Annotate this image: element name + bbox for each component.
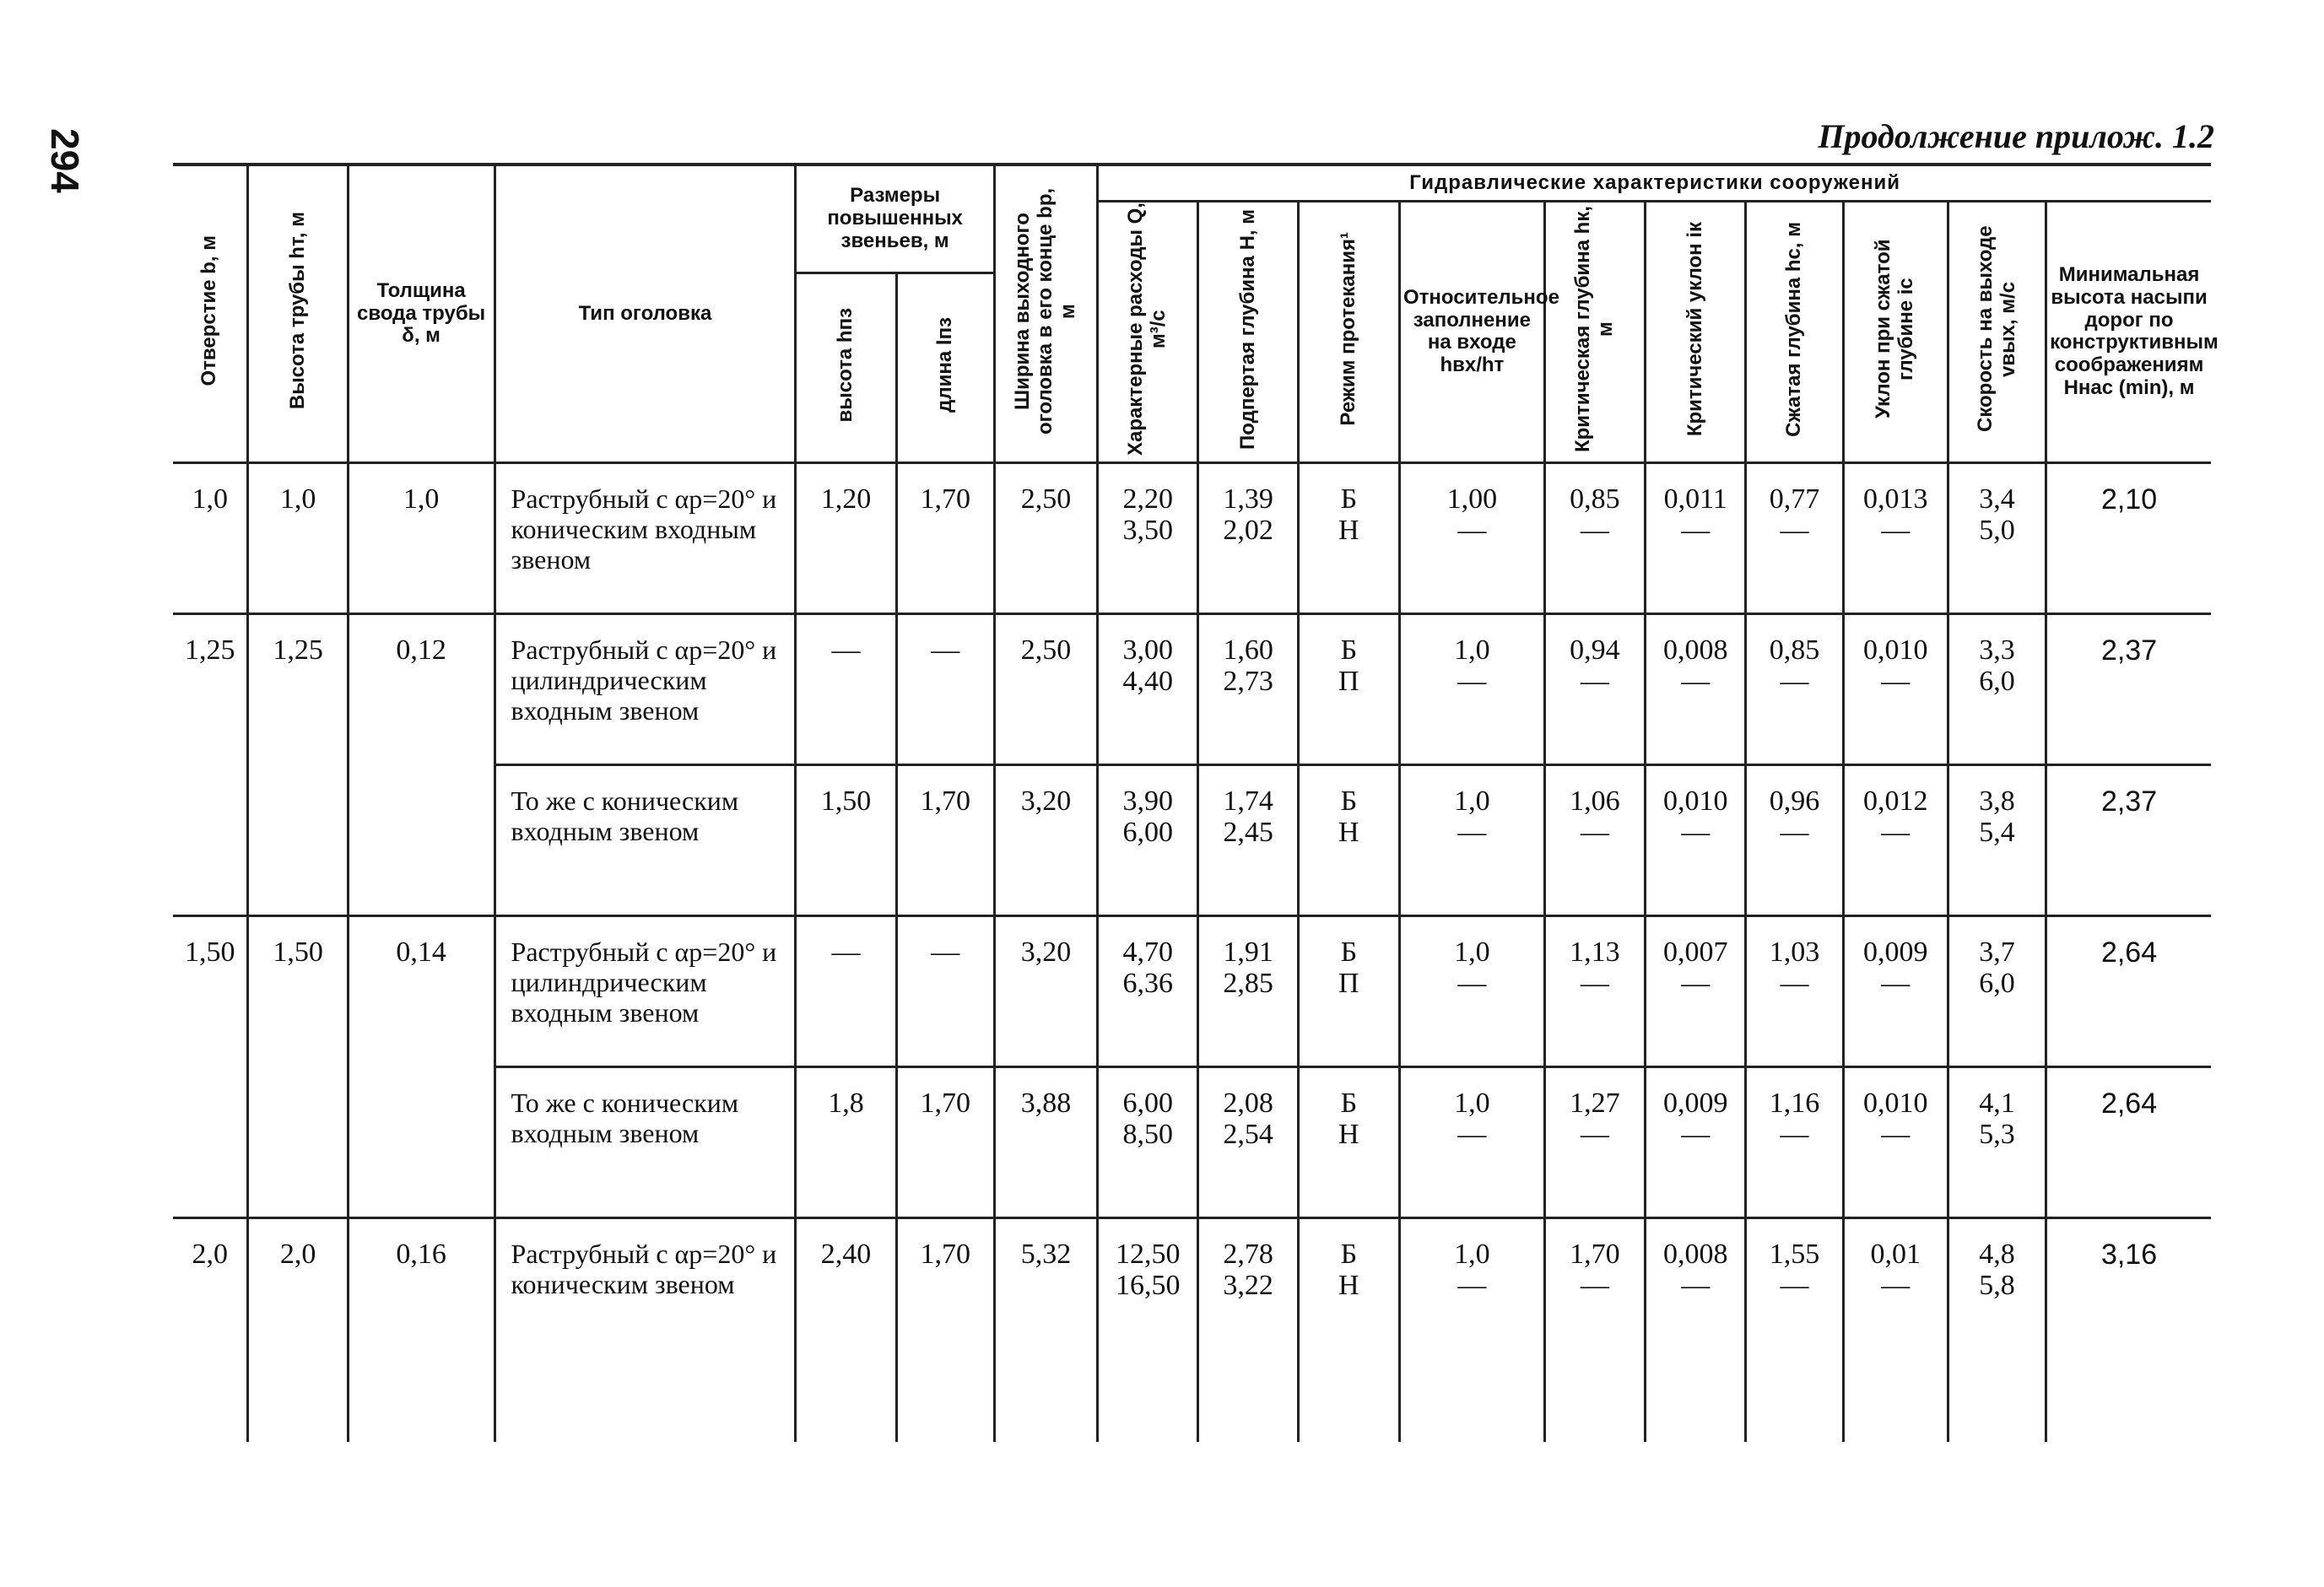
cell-raised-height: — xyxy=(796,915,896,1066)
cell-head-type: Раструбный с αр=20° и коническим звеном xyxy=(495,1217,796,1442)
table-row xyxy=(173,915,2211,1066)
cell-exit-speed: 3,3 6,0 xyxy=(1948,613,2046,764)
cell-regime: Б П xyxy=(1298,915,1399,1066)
header-raised-links: Размеры повышенных звеньев, м xyxy=(796,165,995,273)
cell-raised-height: 1,8 xyxy=(796,1066,896,1217)
table-row xyxy=(173,1217,2211,1442)
cell-raised-length: — xyxy=(896,613,994,764)
cell-min-height: 2,37 xyxy=(2046,613,2211,764)
cell-flow: 3,00 4,40 xyxy=(1098,613,1198,764)
cell-head-type: То же с коническим входным звеном xyxy=(495,764,796,915)
cell-regime: Б Н xyxy=(1298,764,1399,915)
header-vault-thickness: Толщина свода трубы δ, м xyxy=(348,165,495,462)
header-opening: Отверстие b, м xyxy=(173,165,248,462)
cell-critical-depth: 0,85 — xyxy=(1544,462,1645,613)
cell-depth: 1,74 2,45 xyxy=(1198,764,1298,915)
cell-slope-compressed: 0,009 — xyxy=(1843,915,1948,1066)
cell-slope-compressed: 0,010 — xyxy=(1843,1066,1948,1217)
cell-compressed-depth: 0,77 — xyxy=(1746,462,1843,613)
header-head-type: Тип оголовка xyxy=(495,165,796,462)
header-regime: Режим протекания¹ xyxy=(1298,202,1399,463)
table-row xyxy=(173,613,2211,764)
cell-raised-length: 1,70 xyxy=(896,462,994,613)
cell-raised-height: 2,40 xyxy=(796,1217,896,1442)
cell-head-type: То же с коническим входным звеном xyxy=(495,1066,796,1217)
cell-pipe-height: 1,25 xyxy=(248,613,348,915)
cell-flow: 3,90 6,00 xyxy=(1098,764,1198,915)
cell-compressed-depth: 1,16 — xyxy=(1746,1066,1843,1217)
cell-raised-height: 1,20 xyxy=(796,462,896,613)
cell-head-type: Раструбный с αр=20° и коническим входным звеном xyxy=(495,462,796,613)
hydraulic-table-container xyxy=(173,163,2219,1442)
cell-opening: 2,0 xyxy=(173,1217,248,1442)
cell-outlet-width: 3,20 xyxy=(994,764,1097,915)
cell-depth: 1,91 2,85 xyxy=(1198,915,1298,1066)
cell-min-height: 3,16 xyxy=(2046,1217,2211,1442)
header-critical-depth: Критическая глубина hк, м xyxy=(1544,202,1645,463)
cell-regime: Б Н xyxy=(1298,462,1399,613)
cell-critical-slope: 0,009 — xyxy=(1646,1066,1746,1217)
header-hydraulic-group: Гидравлические характеристики сооружений xyxy=(1098,165,2211,202)
cell-depth: 1,60 2,73 xyxy=(1198,613,1298,764)
header-exit-speed: Скорость на выходе vвых, м/с xyxy=(1948,202,2046,463)
cell-min-height: 2,64 xyxy=(2046,1066,2211,1217)
cell-opening: 1,0 xyxy=(173,462,248,613)
cell-compressed-depth: 0,85 — xyxy=(1746,613,1843,764)
cell-exit-speed: 3,7 6,0 xyxy=(1948,915,2046,1066)
cell-raised-length: 1,70 xyxy=(896,1066,994,1217)
cell-exit-speed: 3,4 5,0 xyxy=(1948,462,2046,613)
cell-critical-depth: 1,70 — xyxy=(1544,1217,1645,1442)
header-min-height: Минимальная высота насыпи дорог по конструктивным соображениям Hнас (min), м xyxy=(2046,202,2211,463)
cell-outlet-width: 3,20 xyxy=(994,915,1097,1066)
cell-min-height: 2,10 xyxy=(2046,462,2211,613)
cell-regime: Б Н xyxy=(1298,1066,1399,1217)
cell-vault-thickness: 0,14 xyxy=(348,915,495,1217)
cell-critical-depth: 0,94 — xyxy=(1544,613,1645,764)
cell-critical-slope: 0,010 — xyxy=(1646,764,1746,915)
cell-raised-length: 1,70 xyxy=(896,1217,994,1442)
cell-head-type: Раструбный с αр=20° и цилиндрическим входным звеном xyxy=(495,613,796,764)
continuation-caption: Продолжение прилож. 1.2 xyxy=(1818,117,2214,155)
cell-raised-height: 1,50 xyxy=(796,764,896,915)
cell-vault-thickness: 0,16 xyxy=(348,1217,495,1442)
cell-regime: Б Н xyxy=(1298,1217,1399,1442)
cell-outlet-width: 3,88 xyxy=(994,1066,1097,1217)
cell-head-type: Раструбный с αр=20° и цилиндрическим входным звеном xyxy=(495,915,796,1066)
cell-exit-speed: 4,1 5,3 xyxy=(1948,1066,2046,1217)
cell-depth: 2,78 3,22 xyxy=(1198,1217,1298,1442)
cell-flow: 2,20 3,50 xyxy=(1098,462,1198,613)
header-outlet-width: Ширина выходного оголовка в его конце bр, м xyxy=(994,165,1097,462)
hydraulic-table xyxy=(173,163,2219,1442)
cell-slope-compressed: 0,010 — xyxy=(1843,613,1948,764)
cell-outlet-width: 2,50 xyxy=(994,462,1097,613)
header-flow: Характерные расходы Q, м³/с xyxy=(1098,202,1198,463)
header-row-1 xyxy=(173,165,2211,202)
header-depth: Подпертая глубина H, м xyxy=(1198,202,1298,463)
cell-critical-depth: 1,27 — xyxy=(1544,1066,1645,1217)
cell-exit-speed: 3,8 5,4 xyxy=(1948,764,2046,915)
header-critical-slope: Критический уклон iк xyxy=(1646,202,1746,463)
cell-flow: 4,70 6,36 xyxy=(1098,915,1198,1066)
cell-compressed-depth: 1,55 — xyxy=(1746,1217,1843,1442)
header-slope-compressed: Уклон при сжатой глубине iс xyxy=(1843,202,1948,463)
cell-regime: Б П xyxy=(1298,613,1399,764)
cell-critical-depth: 1,13 — xyxy=(1544,915,1645,1066)
cell-compressed-depth: 0,96 — xyxy=(1746,764,1843,915)
header-raised-height: высота hпз xyxy=(796,273,896,462)
header-compressed-depth: Сжатая глубина hс, м xyxy=(1746,202,1843,463)
cell-pipe-height: 1,50 xyxy=(248,915,348,1217)
cell-min-height: 2,64 xyxy=(2046,915,2211,1066)
cell-raised-length: — xyxy=(896,915,994,1066)
cell-depth: 1,39 2,02 xyxy=(1198,462,1298,613)
cell-critical-slope: 0,008 — xyxy=(1646,613,1746,764)
header-pipe-height: Высота трубы hт, м xyxy=(248,165,348,462)
cell-min-height: 2,37 xyxy=(2046,764,2211,915)
cell-critical-depth: 1,06 — xyxy=(1544,764,1645,915)
cell-fill: 1,0 — xyxy=(1399,1066,1544,1217)
header-raised-length: длина lпз xyxy=(896,273,994,462)
table-row xyxy=(173,462,2211,613)
cell-outlet-width: 5,32 xyxy=(994,1217,1097,1442)
cell-raised-length: 1,70 xyxy=(896,764,994,915)
page-number: 294 xyxy=(43,128,87,193)
cell-outlet-width: 2,50 xyxy=(994,613,1097,764)
cell-vault-thickness: 0,12 xyxy=(348,613,495,915)
cell-vault-thickness: 1,0 xyxy=(348,462,495,613)
cell-fill: 1,0 — xyxy=(1399,613,1544,764)
cell-critical-slope: 0,007 — xyxy=(1646,915,1746,1066)
cell-depth: 2,08 2,54 xyxy=(1198,1066,1298,1217)
cell-slope-compressed: 0,013 — xyxy=(1843,462,1948,613)
cell-critical-slope: 0,008 — xyxy=(1646,1217,1746,1442)
cell-critical-slope: 0,011 — xyxy=(1646,462,1746,613)
cell-flow: 6,00 8,50 xyxy=(1098,1066,1198,1217)
cell-opening: 1,50 xyxy=(173,915,248,1217)
header-fill: Относительное заполнение на входе hвх/hт xyxy=(1399,202,1544,463)
cell-fill: 1,00 — xyxy=(1399,462,1544,613)
cell-flow: 12,50 16,50 xyxy=(1098,1217,1198,1442)
cell-fill: 1,0 — xyxy=(1399,915,1544,1066)
cell-fill: 1,0 — xyxy=(1399,1217,1544,1442)
cell-opening: 1,25 xyxy=(173,613,248,915)
cell-fill: 1,0 — xyxy=(1399,764,1544,915)
cell-exit-speed: 4,8 5,8 xyxy=(1948,1217,2046,1442)
cell-slope-compressed: 0,01 — xyxy=(1843,1217,1948,1442)
cell-compressed-depth: 1,03 — xyxy=(1746,915,1843,1066)
cell-pipe-height: 2,0 xyxy=(248,1217,348,1442)
cell-pipe-height: 1,0 xyxy=(248,462,348,613)
cell-slope-compressed: 0,012 — xyxy=(1843,764,1948,915)
cell-raised-height: — xyxy=(796,613,896,764)
